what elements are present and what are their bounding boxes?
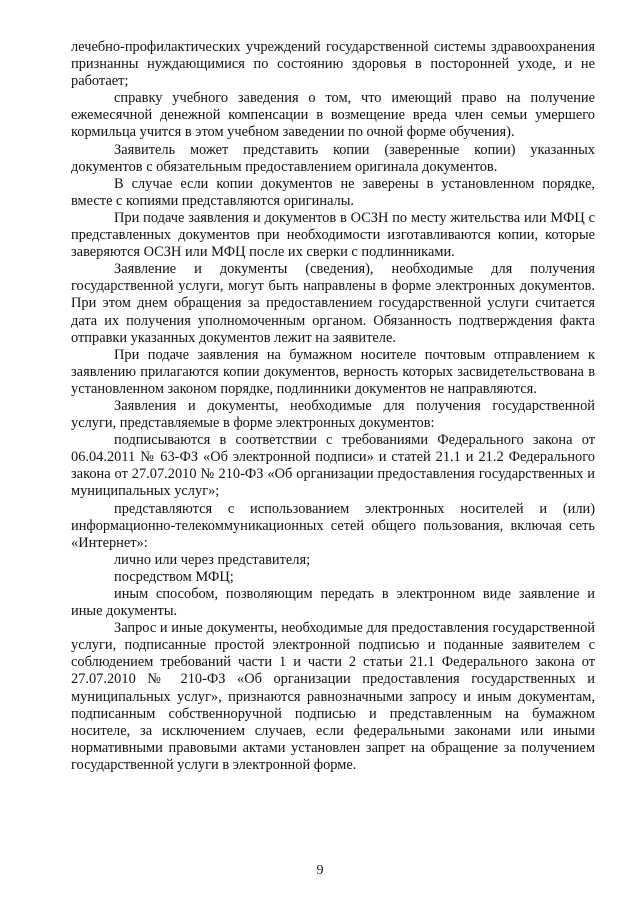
paragraph: Запрос и иные документы, необходимые для предоставления государственной услуги, подписанные простой электронной подписью и поданные заявителем с соблюдением требований части 1 и части 2 статьи 21.1 Федерального закона от 27.07.2010 № 210-ФЗ «Об организации предоставления государственных и муниципальных услуг», признаются равнозначными запросу и иным документам, подписанным собственноручной подписью и представленным на бумажном носителе, за исключением случаев, если федеральными законами или иными нормативными правовыми актами установлен запрет на обращение за получением государственной услуги в электронной форме. bbox=[71, 620, 595, 773]
paragraph: иным способом, позволяющим передать в электронном виде заявление и иные документы. bbox=[71, 586, 595, 620]
paragraph: справку учебного заведения о том, что имеющий право на получение ежемесячной денежной компенсации в возмещение вреда член семьи умершего кормильца учится в этом учебном заведении по очной форме обучения). bbox=[71, 90, 595, 141]
paragraph: Заявления и документы, необходимые для получения государственной услуги, представляемые в форме электронных документов: bbox=[71, 397, 595, 432]
paragraph: Заявление и документы (сведения), необходимые для получения государственной услуги, могут быть направлены в форме электронных документов. При этом днем обращения за предоставлением государственной услуги считается дата их получения уполномоченным органом. Обязанность подтверждения факта отправки указанных документов лежит на заявителе. bbox=[71, 261, 595, 346]
paragraph: Заявитель может представить копии (заверенные копии) указанных документов с обязательным предоставлением оригинала документов. bbox=[71, 141, 595, 175]
paragraph: В случае если копии документов не заверены в установленном порядке, вместе с копиями представляются оригиналы. bbox=[71, 175, 595, 209]
paragraph: При подаче заявления и документов в ОСЗН по месту жительства или МФЦ с представленных документов при необходимости изготавливаются копии, которые заверяются ОСЗН или МФЦ после их сверки с подлинниками. bbox=[71, 209, 595, 261]
paragraph: лично или через представителя; bbox=[114, 551, 311, 568]
paragraph: представляются с использованием электронных носителей и (или) информационно-телекоммуникационных сетей общего пользования, включая сеть «Интернет»: bbox=[71, 500, 595, 551]
body-text bbox=[71, 39, 595, 774]
page-number: 9 bbox=[316, 863, 324, 878]
paragraph: При подаче заявления на бумажном носителе почтовым отправлением к заявлению прилагаются копии документов, верность которых засвидетельствована в установленном законом порядке, подлинники документов не направляются. bbox=[71, 346, 595, 397]
paragraph: лечебно-профилактических учреждений государственной системы здравоохранения признанны нуждающимися по состоянию здоровья в посторонней уходе, и не работает; bbox=[71, 39, 595, 90]
paragraph: подписываются в соответствии с требованиями Федерального закона от 06.04.2011 № 63-ФЗ «Об электронной подписи» и статей 21.1 и 21.2 Федерального закона от 27.07.2010 № 210-ФЗ «Об организации предоставления государственных и муниципальных услуг»; bbox=[71, 432, 595, 500]
paragraph: посредством МФЦ; bbox=[114, 568, 234, 585]
